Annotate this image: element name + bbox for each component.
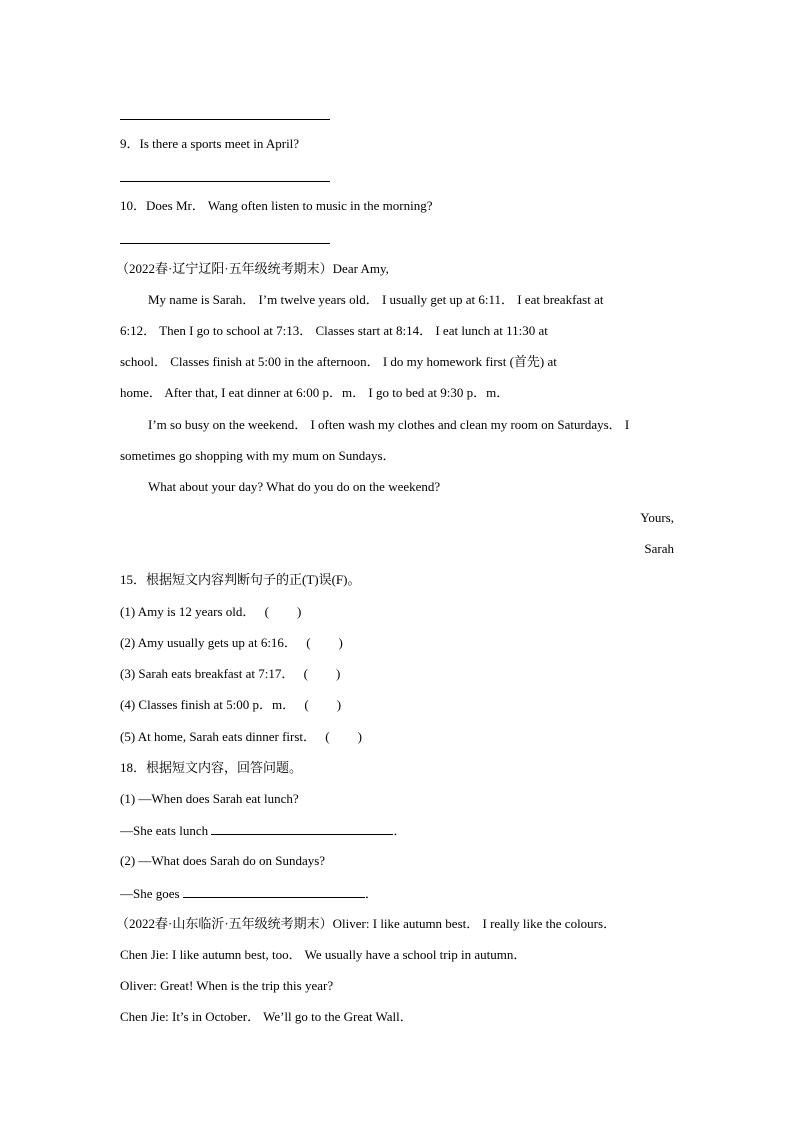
answer-prefix: —She goes	[120, 886, 180, 901]
passage1-line-4: home． After that, I eat dinner at 6:00 p．m． I go to bed at 9:30 p．m．	[120, 385, 510, 400]
q15-item-text: (2) Amy usually gets up at 6:16．	[120, 635, 297, 650]
passage1-source: （2022春·辽宁辽阳·五年级统考期末）	[116, 261, 333, 276]
answer-line-9[interactable]	[120, 181, 330, 182]
passage1-line-7: What about your day? What do you do on the weekend?	[148, 479, 441, 494]
answer-paren[interactable]: ( )	[264, 604, 302, 619]
passage2-line-4: Chen Jie: It’s in October． We’ll go to the Great Wall．	[120, 1009, 413, 1024]
passage1-line-6: sometimes go shopping with my mum on Sundays．	[120, 448, 396, 463]
q15-item-3	[120, 666, 340, 682]
passage1-header	[116, 261, 389, 277]
answer-paren[interactable]: ( )	[325, 729, 362, 744]
passage1-line-1: My name is Sarah． I’m twelve years old． I usually get up at 6:11． I eat breakfast at	[148, 292, 604, 307]
passage1-line-3: school． Classes finish at 5:00 in the afternoon． I do my homework first (首先) at	[120, 354, 557, 369]
q15-item-4	[120, 697, 341, 713]
answer-paren[interactable]: ( )	[306, 635, 343, 650]
q18-question-1: (1) —When does Sarah eat lunch?	[120, 791, 299, 806]
q15-item-text: (1) Amy is 12 years old．	[120, 604, 256, 619]
question-9: 9．Is there a sports meet in April?	[120, 136, 300, 151]
passage1-line-2: 6:12． Then I go to school at 7:13． Classes start at 8:14． I eat lunch at 11:30 at	[120, 323, 548, 338]
passage1-greeting: Dear Amy,	[332, 261, 389, 276]
answer-blank-2[interactable]	[183, 885, 365, 898]
passage2-line-3: Oliver: Great! When is the trip this year?	[120, 978, 334, 993]
q15-item-2	[120, 635, 343, 651]
passage1-line-5: I’m so busy on the weekend． I often wash my clothes and clean my room on Saturdays． I	[148, 417, 630, 432]
passage2-line-1: （2022春·山东临沂·五年级统考期末）Oliver: I like autumn best． I really like the colours．	[116, 916, 617, 931]
q18-answer-2: —She goes ．	[120, 886, 378, 901]
q18-question-2: (2) —What does Sarah do on Sundays?	[120, 853, 326, 868]
question-10: 10．Does Mr． Wang often listen to music in the morning?	[120, 198, 433, 213]
q18-answer-1: —She eats lunch ．	[120, 823, 407, 838]
answer-paren[interactable]: ( )	[304, 697, 342, 712]
answer-blank-1[interactable]	[211, 822, 393, 835]
q15-title: 15．根据短文内容判断句子的正(T)误(F)。	[120, 572, 361, 587]
letter-closing: Yours,	[640, 510, 674, 525]
answer-line-8[interactable]	[120, 119, 330, 120]
q15-item-text: (4) Classes finish at 5:00 p．m．	[120, 697, 296, 712]
passage2-source: （2022春·山东临沂·五年级统考期末）	[116, 916, 333, 931]
q18-title: 18．根据短文内容，回答问题。	[120, 760, 303, 775]
answer-paren[interactable]: ( )	[303, 666, 341, 681]
q15-item-text: (3) Sarah eats breakfast at 7:17．	[120, 666, 295, 681]
q15-item-text: (5) At home, Sarah eats dinner first．	[120, 729, 317, 744]
q15-item-1	[120, 604, 301, 620]
letter-signature: Sarah	[644, 541, 674, 556]
answer-line-10[interactable]	[120, 243, 330, 244]
answer-prefix: —She eats lunch	[120, 823, 209, 838]
q15-item-5	[120, 729, 362, 745]
passage2-line-2: Chen Jie: I like autumn best, too． We usually have a school trip in autumn．	[120, 947, 527, 962]
